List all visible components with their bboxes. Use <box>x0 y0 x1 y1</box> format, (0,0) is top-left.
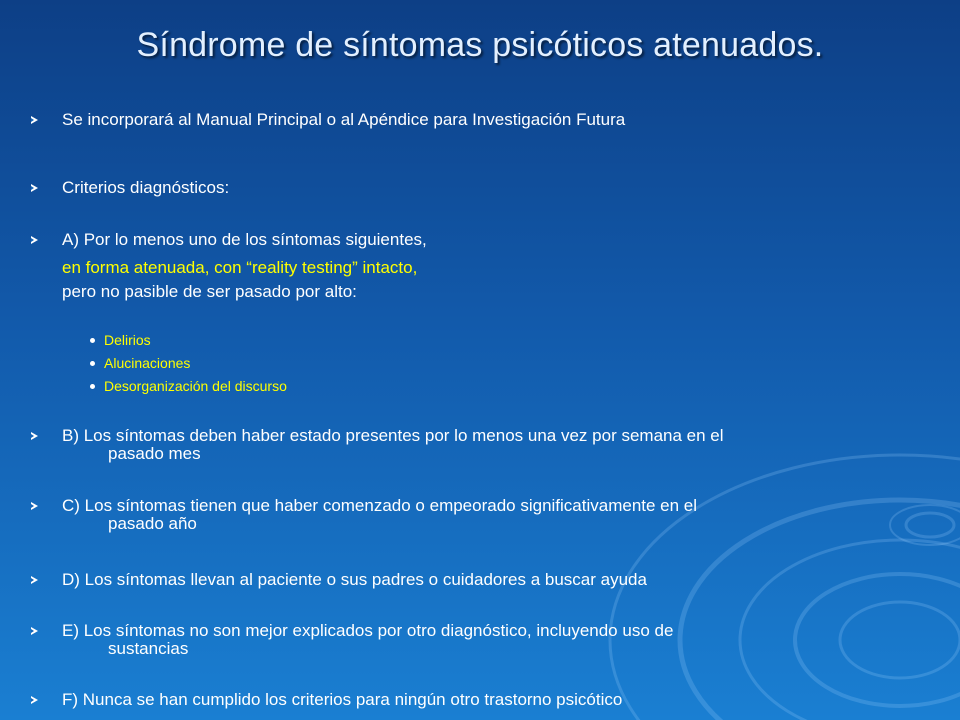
arrowhead-bullet-icon <box>31 502 38 510</box>
arrowhead-bullet-icon <box>31 116 38 124</box>
bullet-text: F) Nunca se han cumplido los criterios para ningún otro trastorno psicótico <box>62 690 623 709</box>
bullet-continuation: sustancias <box>108 639 189 658</box>
bullet-text: Se incorporará al Manual Principal o al Apéndice para Investigación Futura <box>62 110 626 129</box>
bullet-text: Criterios diagnósticos: <box>62 178 230 197</box>
bullet-continuation: pasado mes <box>108 444 201 463</box>
sub-bullet-text: Alucinaciones <box>104 355 191 371</box>
highlight-text: en forma atenuada, con “reality testing” intacto, <box>62 258 418 277</box>
arrowhead-bullet-icon <box>31 432 38 440</box>
dot-bullet-icon <box>90 338 95 343</box>
bullet-text: D) Los síntomas llevan al paciente o sus padres o cuidadores a buscar ayuda <box>62 570 647 589</box>
bullet-text: pero no pasible de ser pasado por alto: <box>62 282 357 301</box>
arrowhead-bullet-icon <box>31 184 38 192</box>
slide-title: Síndrome de síntomas psicóticos atenuados. <box>136 26 824 64</box>
dot-bullet-icon <box>90 384 95 389</box>
arrowhead-bullet-icon <box>31 627 38 635</box>
bullet-text: B) Los síntomas deben haber estado presentes por lo menos una vez por semana en el <box>62 426 724 445</box>
bullet-continuation: pasado año <box>108 514 197 533</box>
arrowhead-bullet-icon <box>31 696 38 704</box>
arrowhead-bullet-icon <box>31 236 38 244</box>
sub-bullet-text: Delirios <box>104 332 151 348</box>
bullet-text: A) Por lo menos uno de los síntomas siguientes, <box>62 230 427 249</box>
dot-bullet-icon <box>90 361 95 366</box>
bullet-text: E) Los síntomas no son mejor explicados por otro diagnóstico, incluyendo uso de <box>62 621 674 640</box>
sub-bullet-text: Desorganización del discurso <box>104 378 287 394</box>
bullet-text: C) Los síntomas tienen que haber comenzado o empeorado significativamente en el <box>62 496 698 515</box>
arrowhead-bullet-icon <box>31 576 38 584</box>
